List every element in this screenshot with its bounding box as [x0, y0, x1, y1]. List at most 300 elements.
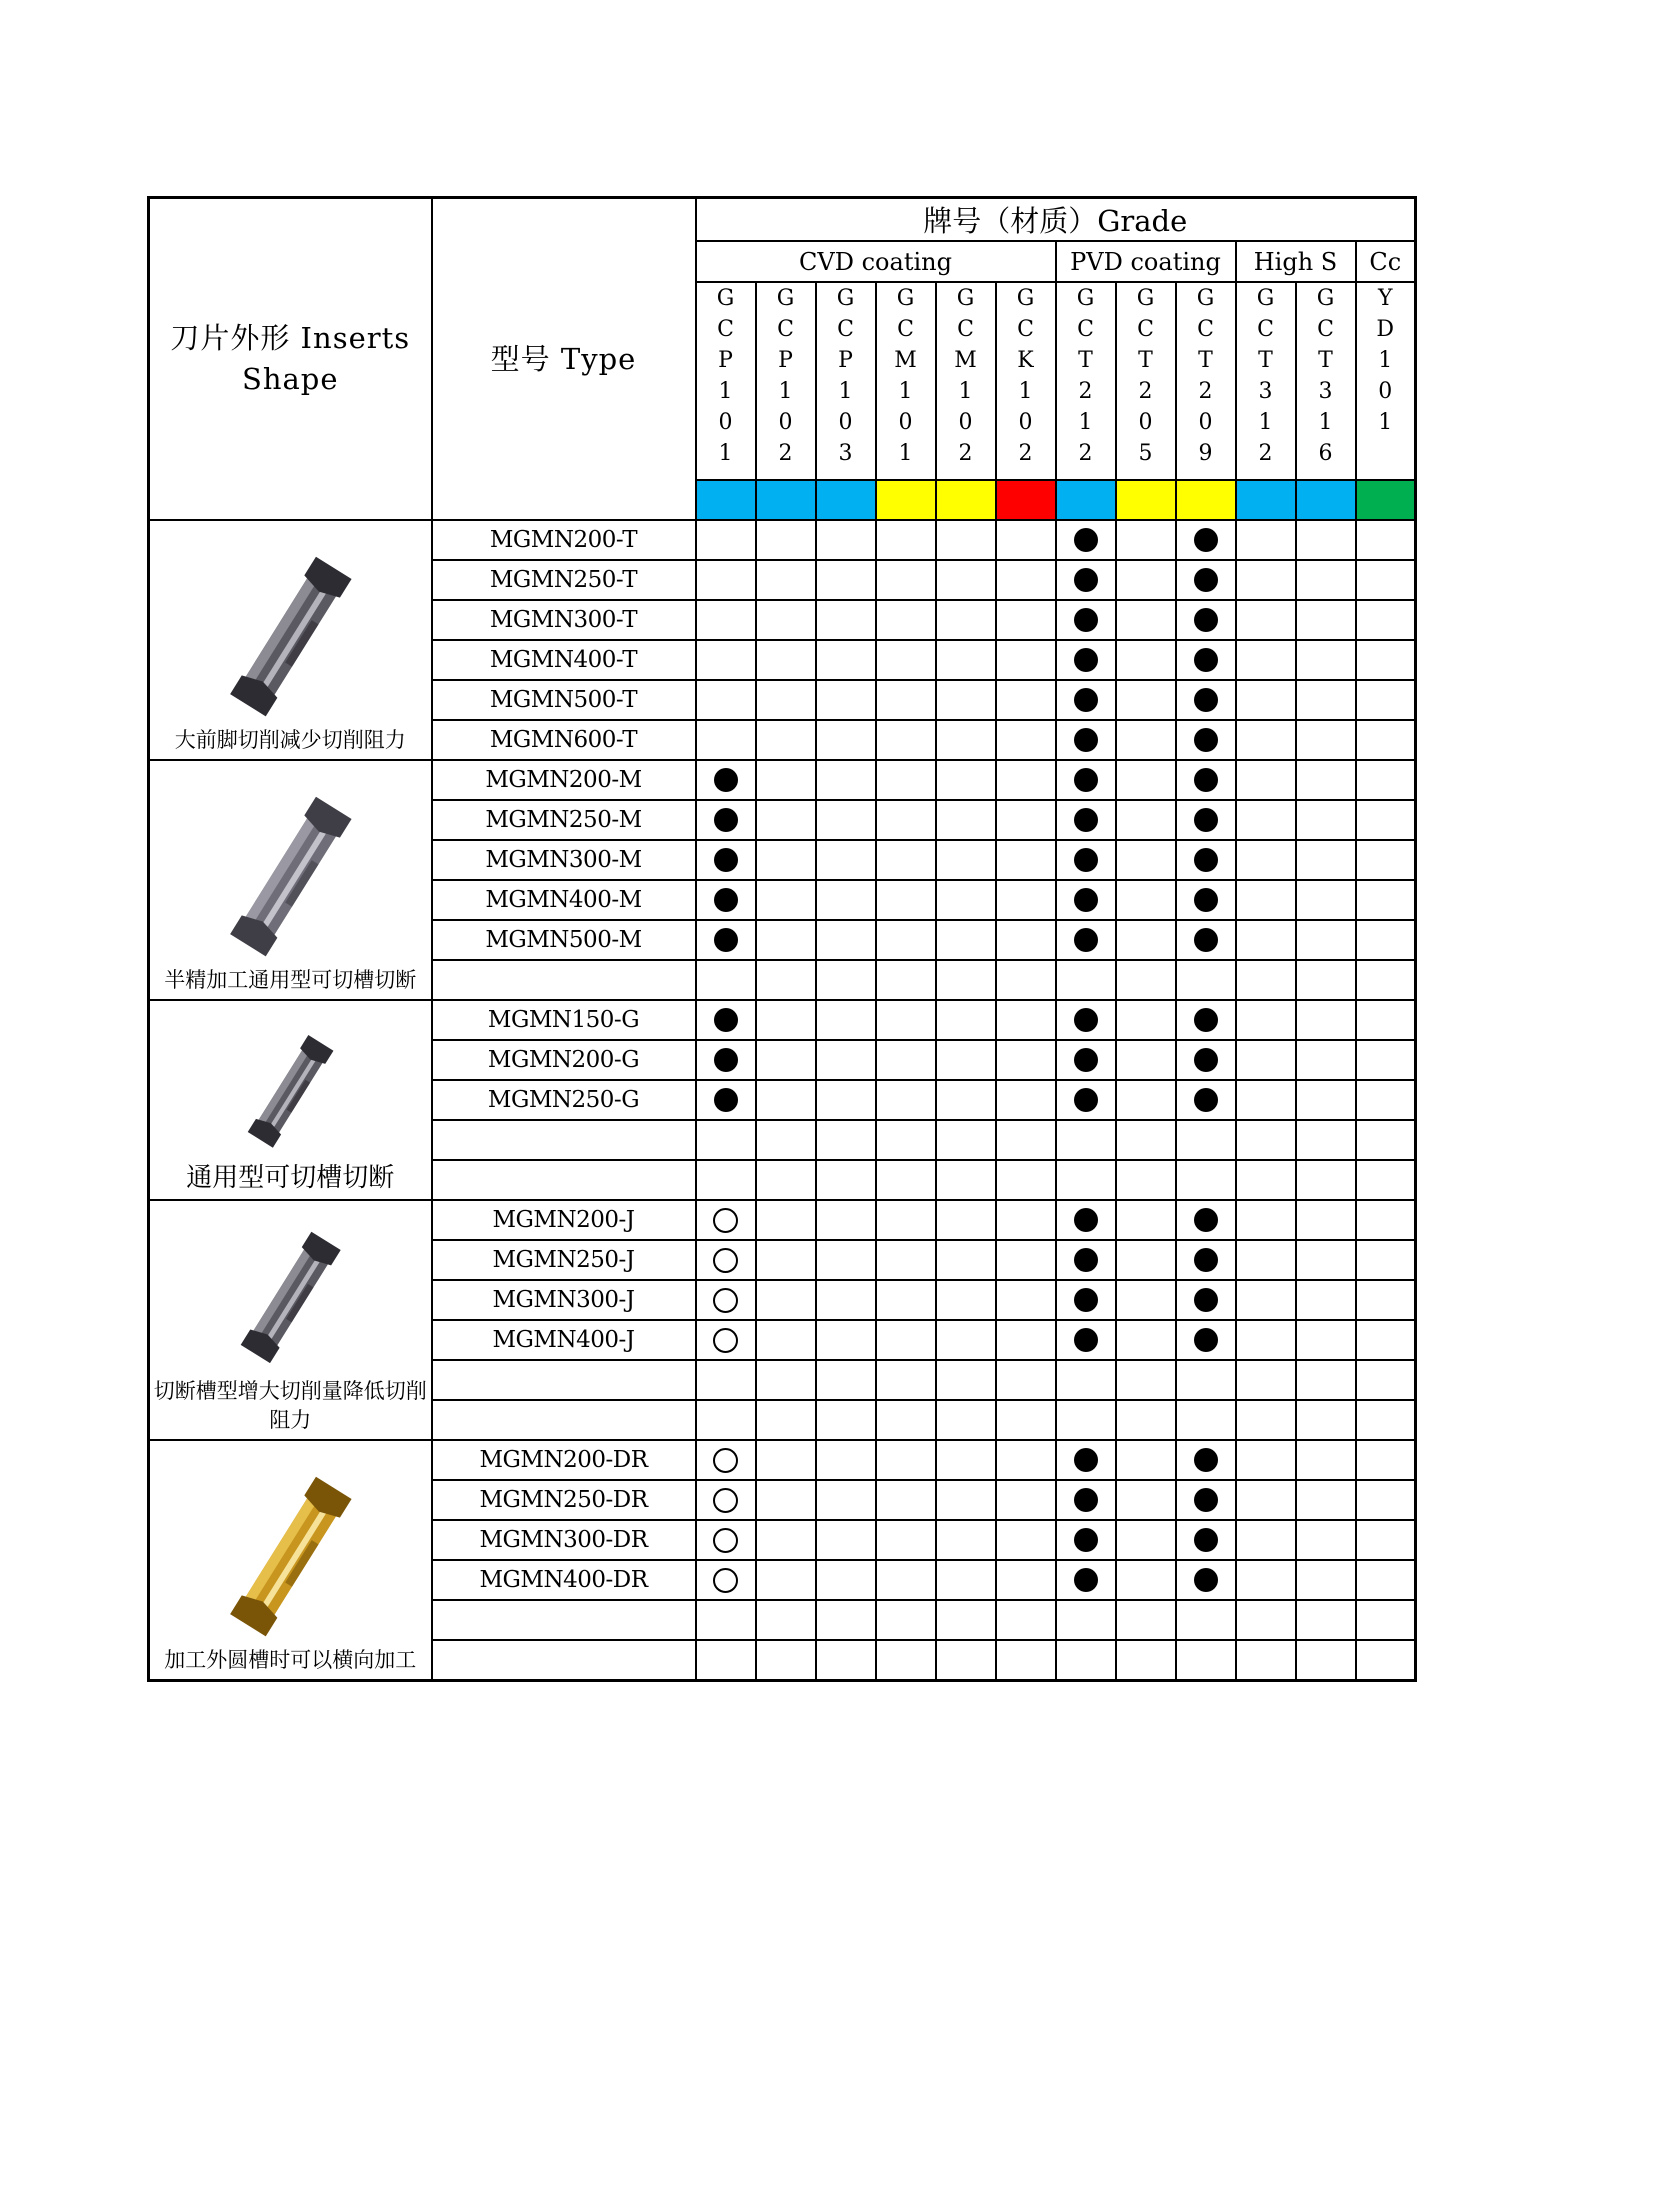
grade-availability-cell: [996, 1520, 1056, 1560]
filled-circle-icon: [1074, 768, 1098, 792]
type-row: [149, 520, 1416, 560]
grade-code-char: C: [1077, 317, 1094, 342]
grade-availability-cell: [1296, 1280, 1356, 1320]
grade-availability-cell: [936, 560, 996, 600]
grade-availability-cell: [1176, 560, 1236, 600]
grade-availability-cell: [1176, 1280, 1236, 1320]
grade-availability-cell: [996, 1040, 1056, 1080]
grade-color-swatch: [1116, 480, 1176, 520]
grade-availability-cell: [996, 1440, 1056, 1480]
grade-availability-cell: [696, 1120, 756, 1160]
type-code-cell: MGMN200-G: [432, 1040, 696, 1080]
grade-color-swatch: [1296, 480, 1356, 520]
grade-availability-cell: [1176, 840, 1236, 880]
grade-availability-cell: [1356, 880, 1416, 920]
grade-availability-cell: [756, 960, 816, 1000]
grade-availability-cell: [996, 720, 1056, 760]
grade-availability-cell: [996, 600, 1056, 640]
grade-availability-cell: [816, 1240, 876, 1280]
grade-availability-cell: [1356, 720, 1416, 760]
type-code-cell: MGMN500-T: [432, 680, 696, 720]
insert-shape-wrap: [150, 786, 431, 999]
grade-code-char: G: [956, 286, 975, 311]
filled-circle-icon: [1074, 1568, 1098, 1592]
grade-code-char: 2: [1258, 441, 1273, 466]
grade-availability-cell: [876, 640, 936, 680]
grade-availability-cell: [816, 1480, 876, 1520]
grade-availability-cell: [936, 920, 996, 960]
grade-availability-cell: [1356, 640, 1416, 680]
grade-availability-cell: [816, 800, 876, 840]
filled-circle-icon: [1194, 1488, 1218, 1512]
grade-availability-cell: [936, 1280, 996, 1320]
grade-availability-cell: [696, 1400, 756, 1440]
grade-code-char: C: [897, 317, 914, 342]
grade-availability-cell: [876, 520, 936, 560]
filled-circle-icon: [1194, 928, 1218, 952]
grade-availability-cell: [696, 520, 756, 560]
grade-availability-cell: [1116, 1600, 1176, 1640]
grade-code: [1116, 282, 1176, 480]
type-code-cell: MGMN500-M: [432, 920, 696, 960]
grade-availability-cell: [936, 1160, 996, 1200]
grade-availability-cell: [1356, 1600, 1416, 1640]
grade-availability-cell: [1296, 1480, 1356, 1520]
grade-availability-cell: [1056, 1640, 1116, 1681]
grade-availability-cell: [876, 1360, 936, 1400]
grade-availability-cell: [1176, 1560, 1236, 1600]
grade-availability-cell: [1356, 1000, 1416, 1040]
grade-availability-cell: [1176, 1120, 1236, 1160]
grade-availability-cell: [1296, 560, 1356, 600]
grade-availability-cell: [816, 1560, 876, 1600]
grade-code-char: P: [718, 348, 733, 373]
grade-color-swatch: [1056, 480, 1116, 520]
grade-code-char: 1: [898, 379, 913, 404]
grooving-insert-slim-icon: [150, 1021, 431, 1161]
grade-code-char: M: [954, 348, 977, 373]
insert-shape-wrap: [150, 546, 431, 759]
type-code-cell: MGMN250-J: [432, 1240, 696, 1280]
grade-availability-cell: [996, 1080, 1056, 1120]
grade-availability-cell: [1356, 600, 1416, 640]
grade-code-char: 0: [958, 410, 973, 435]
filled-circle-icon: [714, 808, 738, 832]
grade-availability-cell: [996, 560, 1056, 600]
coating-group-header: PVD coating: [1056, 241, 1236, 282]
grade-availability-cell: [1356, 1080, 1416, 1120]
type-row: [149, 1000, 1416, 1040]
grade-code-char: 1: [1318, 410, 1333, 435]
grade-availability-cell: [816, 1160, 876, 1200]
grade-availability-cell: [1056, 1280, 1116, 1320]
grade-availability-cell: [1056, 1560, 1116, 1600]
grade-availability-cell: [1356, 1280, 1416, 1320]
insert-shape-wrap: [150, 1217, 431, 1439]
grade-code-char: 1: [1378, 348, 1393, 373]
filled-circle-icon: [1194, 1288, 1218, 1312]
filled-circle-icon: [1074, 888, 1098, 912]
type-code-cell: MGMN400-M: [432, 880, 696, 920]
type-code-cell: MGMN200-DR: [432, 1440, 696, 1480]
grade-availability-cell: [1236, 1400, 1296, 1440]
grade-availability-cell: [1236, 1360, 1296, 1400]
type-code-cell: MGMN250-DR: [432, 1480, 696, 1520]
grade-availability-cell: [876, 1080, 936, 1120]
grade-availability-cell: [756, 880, 816, 920]
hollow-circle-icon: [713, 1568, 738, 1593]
filled-circle-icon: [714, 928, 738, 952]
grade-availability-cell: [1296, 1160, 1356, 1200]
grade-availability-cell: [1056, 1360, 1116, 1400]
grade-availability-cell: [1356, 920, 1416, 960]
grade-availability-cell: [876, 1560, 936, 1600]
grade-availability-cell: [996, 1320, 1056, 1360]
grade-code-char: P: [778, 348, 793, 373]
grade-code-char: C: [1197, 317, 1214, 342]
grade-code-char: 0: [778, 410, 793, 435]
grade-availability-cell: [756, 1440, 816, 1480]
type-code-cell: MGMN400-DR: [432, 1560, 696, 1600]
grade-availability-cell: [876, 880, 936, 920]
grade-availability-cell: [756, 1080, 816, 1120]
grade-availability-cell: [1296, 880, 1356, 920]
filled-circle-icon: [1194, 1568, 1218, 1592]
grade-availability-cell: [1356, 1240, 1416, 1280]
grade-availability-cell: [1176, 640, 1236, 680]
cutoff-insert-icon: [150, 1217, 431, 1377]
grade-availability-cell: [1176, 720, 1236, 760]
grade-availability-cell: [876, 560, 936, 600]
grade-availability-cell: [1296, 640, 1356, 680]
grade-availability-cell: [816, 840, 876, 880]
grade-availability-cell: [996, 1480, 1056, 1520]
filled-circle-icon: [1074, 928, 1098, 952]
grade-code-char: 2: [1078, 379, 1093, 404]
grade-availability-cell: [1176, 680, 1236, 720]
grade-availability-cell: [936, 1400, 996, 1440]
grade-availability-cell: [816, 1120, 876, 1160]
grade-availability-cell: [1296, 1520, 1356, 1560]
grade-availability-cell: [696, 880, 756, 920]
filled-circle-icon: [1194, 608, 1218, 632]
grade-header: 牌号（材质）Grade: [696, 198, 1416, 242]
grade-availability-cell: [756, 1360, 816, 1400]
grade-availability-cell: [936, 1520, 996, 1560]
filled-circle-icon: [1194, 1448, 1218, 1472]
grade-code-char: 2: [1018, 441, 1033, 466]
grade-color-swatch: [996, 480, 1056, 520]
filled-circle-icon: [1074, 1488, 1098, 1512]
type-code-cell: MGMN300-T: [432, 600, 696, 640]
grooving-insert-grey-icon: [150, 786, 431, 966]
insert-shape-cell: [149, 1000, 432, 1200]
grade-availability-cell: [996, 1400, 1056, 1440]
grade-availability-cell: [876, 960, 936, 1000]
grade-availability-cell: [1056, 1400, 1116, 1440]
grade-code-char: T: [1318, 348, 1333, 373]
grade-availability-cell: [756, 1280, 816, 1320]
grade-code-char: 0: [718, 410, 733, 435]
grade-code-char: 1: [1378, 410, 1393, 435]
grade-availability-cell: [1176, 1400, 1236, 1440]
grade-code-char: C: [837, 317, 854, 342]
grade-availability-cell: [756, 1040, 816, 1080]
grade-availability-cell: [1116, 800, 1176, 840]
filled-circle-icon: [1194, 648, 1218, 672]
grade-availability-cell: [996, 1560, 1056, 1600]
grade-availability-cell: [1116, 1280, 1176, 1320]
grade-availability-cell: [696, 1240, 756, 1280]
grade-availability-cell: [876, 800, 936, 840]
grade-availability-cell: [1056, 960, 1116, 1000]
filled-circle-icon: [1194, 808, 1218, 832]
grade-availability-cell: [1116, 840, 1176, 880]
grade-availability-cell: [1356, 1120, 1416, 1160]
type-code-cell: MGMN400-T: [432, 640, 696, 680]
grade-code-char: P: [838, 348, 853, 373]
grade-availability-cell: [1056, 800, 1116, 840]
grade-table: [147, 196, 1417, 1682]
grade-availability-cell: [756, 1400, 816, 1440]
grade-availability-cell: [1116, 1040, 1176, 1080]
type-code-cell: [432, 1600, 696, 1640]
grade-availability-cell: [876, 760, 936, 800]
grade-availability-cell: [1296, 1360, 1356, 1400]
insert-shape-wrap: [150, 1466, 431, 1679]
grade-code-char: G: [1076, 286, 1095, 311]
grade-availability-cell: [1056, 1320, 1116, 1360]
grade-availability-cell: [1296, 680, 1356, 720]
grade-availability-cell: [1296, 1000, 1356, 1040]
filled-circle-icon: [1194, 528, 1218, 552]
grade-availability-cell: [1236, 520, 1296, 560]
filled-circle-icon: [1074, 608, 1098, 632]
grade-code-char: 1: [718, 441, 733, 466]
filled-circle-icon: [1074, 568, 1098, 592]
insert-shape-cell: [149, 520, 432, 760]
insert-caption: 大前脚切削减少切削阻力: [174, 728, 406, 752]
grade-availability-cell: [936, 1120, 996, 1160]
type-code-cell: MGMN400-J: [432, 1320, 696, 1360]
grade-availability-cell: [936, 960, 996, 1000]
grade-availability-cell: [1116, 640, 1176, 680]
grade-availability-cell: [696, 680, 756, 720]
grade-availability-cell: [816, 560, 876, 600]
grade-availability-cell: [1356, 1200, 1416, 1240]
grade-code-char: C: [1017, 317, 1034, 342]
grade-code-char: 1: [778, 379, 793, 404]
grade-availability-cell: [1056, 1000, 1116, 1040]
type-code-cell: [432, 1400, 696, 1440]
grade-color-swatch: [696, 480, 756, 520]
filled-circle-icon: [1074, 1448, 1098, 1472]
grade-availability-cell: [696, 760, 756, 800]
grade-code-char: 2: [778, 441, 793, 466]
grade-availability-cell: [1356, 1160, 1416, 1200]
grade-availability-cell: [1176, 1200, 1236, 1240]
filled-circle-icon: [1074, 528, 1098, 552]
grade-code-char: T: [1198, 348, 1213, 373]
grade-code: [1296, 282, 1356, 480]
grade-availability-cell: [1356, 1400, 1416, 1440]
grade-code-char: 2: [1198, 379, 1213, 404]
grade-availability-cell: [876, 1000, 936, 1040]
grade-availability-cell: [756, 1560, 816, 1600]
filled-circle-icon: [1194, 768, 1218, 792]
grade-availability-cell: [816, 1280, 876, 1320]
grade-availability-cell: [1356, 1480, 1416, 1520]
grade-availability-cell: [1176, 1440, 1236, 1480]
grade-code-char: C: [1137, 317, 1154, 342]
grade-code-char: 1: [718, 379, 733, 404]
grade-color-swatch: [816, 480, 876, 520]
grade-availability-cell: [996, 960, 1056, 1000]
grade-availability-cell: [876, 680, 936, 720]
grade-availability-cell: [996, 760, 1056, 800]
grade-code: [696, 282, 756, 480]
grade-availability-cell: [816, 1400, 876, 1440]
grade-availability-cell: [1296, 520, 1356, 560]
filled-circle-icon: [1194, 1088, 1218, 1112]
filled-circle-icon: [714, 888, 738, 912]
coating-group-header: High S: [1236, 241, 1356, 282]
grade-availability-cell: [696, 1040, 756, 1080]
grade-availability-cell: [1176, 920, 1236, 960]
grade-availability-cell: [816, 760, 876, 800]
grade-availability-cell: [1356, 1560, 1416, 1600]
grade-availability-cell: [816, 680, 876, 720]
grade-availability-cell: [816, 1640, 876, 1681]
filled-circle-icon: [1074, 1328, 1098, 1352]
grade-availability-cell: [876, 1240, 936, 1280]
grade-code-char: G: [836, 286, 855, 311]
grade-availability-cell: [756, 1480, 816, 1520]
grade-availability-cell: [696, 1280, 756, 1320]
grade-availability-cell: [756, 760, 816, 800]
insert-shape-cell: [149, 760, 432, 1000]
grade-code-char: C: [777, 317, 794, 342]
insert-caption: 加工外圆槽时可以横向加工: [164, 1648, 417, 1672]
grade-code-char: C: [1317, 317, 1334, 342]
grade-availability-cell: [1116, 1360, 1176, 1400]
grade-availability-cell: [1296, 960, 1356, 1000]
grade-availability-cell: [1296, 1120, 1356, 1160]
type-code-cell: [432, 1360, 696, 1400]
grade-color-swatch: [1176, 480, 1236, 520]
type-header: 型号 Type: [432, 198, 696, 521]
grade-availability-cell: [1056, 1160, 1116, 1200]
filled-circle-icon: [1194, 688, 1218, 712]
grade-availability-cell: [996, 800, 1056, 840]
grade-availability-cell: [756, 640, 816, 680]
grade-color-swatch: [1356, 480, 1416, 520]
coating-group-header: CVD coating: [696, 241, 1056, 282]
grade-availability-cell: [1296, 1240, 1356, 1280]
insert-shape-cell: [149, 1440, 432, 1681]
grade-availability-cell: [1116, 1080, 1176, 1120]
filled-circle-icon: [1194, 1048, 1218, 1072]
grade-code-char: 1: [1018, 379, 1033, 404]
grade-availability-cell: [756, 520, 816, 560]
type-code-cell: [432, 1160, 696, 1200]
filled-circle-icon: [1194, 848, 1218, 872]
type-code-cell: MGMN300-J: [432, 1280, 696, 1320]
grade-availability-cell: [1236, 880, 1296, 920]
grade-availability-cell: [1056, 1240, 1116, 1280]
grade-availability-cell: [1296, 1320, 1356, 1360]
grade-availability-cell: [1356, 1640, 1416, 1681]
hollow-circle-icon: [713, 1288, 738, 1313]
filled-circle-icon: [1074, 1248, 1098, 1272]
grade-color-swatch: [756, 480, 816, 520]
grooving-insert-dark-icon: [150, 546, 431, 726]
grade-code-char: 2: [1078, 441, 1093, 466]
grade-availability-cell: [996, 880, 1056, 920]
grade-code: [756, 282, 816, 480]
grade-availability-cell: [1056, 680, 1116, 720]
grade-code-char: 0: [838, 410, 853, 435]
grade-availability-cell: [1356, 520, 1416, 560]
grade-availability-cell: [756, 920, 816, 960]
grade-availability-cell: [936, 720, 996, 760]
grade-availability-cell: [1236, 1640, 1296, 1681]
grade-availability-cell: [1236, 640, 1296, 680]
grade-availability-cell: [1356, 680, 1416, 720]
filled-circle-icon: [714, 1048, 738, 1072]
grade-availability-cell: [1056, 840, 1116, 880]
grade-availability-cell: [876, 920, 936, 960]
grade-code-char: G: [1196, 286, 1215, 311]
grade-availability-cell: [876, 1160, 936, 1200]
grade-availability-cell: [1236, 1320, 1296, 1360]
grade-availability-cell: [816, 1600, 876, 1640]
filled-circle-icon: [714, 1008, 738, 1032]
grade-availability-cell: [756, 1520, 816, 1560]
grade-availability-cell: [1116, 1320, 1176, 1360]
grade-availability-cell: [756, 600, 816, 640]
grade-availability-cell: [996, 640, 1056, 680]
grade-availability-cell: [816, 720, 876, 760]
grade-code-char: 3: [1258, 379, 1273, 404]
grade-availability-cell: [1176, 1600, 1236, 1640]
grade-availability-cell: [1116, 560, 1176, 600]
grade-code-char: 3: [1318, 379, 1333, 404]
grade-availability-cell: [1236, 800, 1296, 840]
filled-circle-icon: [1194, 1528, 1218, 1552]
grade-availability-cell: [696, 920, 756, 960]
filled-circle-icon: [1194, 1328, 1218, 1352]
grade-availability-cell: [1116, 1480, 1176, 1520]
grade-availability-cell: [1176, 1080, 1236, 1120]
grade-availability-cell: [756, 800, 816, 840]
grade-availability-cell: [1116, 920, 1176, 960]
grade-availability-cell: [1236, 680, 1296, 720]
filled-circle-icon: [1194, 1008, 1218, 1032]
hollow-circle-icon: [713, 1248, 738, 1273]
grade-availability-cell: [816, 920, 876, 960]
grade-code: [1356, 282, 1416, 480]
grade-code-char: M: [894, 348, 917, 373]
grade-availability-cell: [696, 800, 756, 840]
grade-availability-cell: [1176, 760, 1236, 800]
type-code-cell: MGMN250-G: [432, 1080, 696, 1120]
grade-availability-cell: [816, 1520, 876, 1560]
grade-availability-cell: [1356, 760, 1416, 800]
grade-availability-cell: [816, 1320, 876, 1360]
grade-availability-cell: [1236, 720, 1296, 760]
type-code-cell: MGMN150-G: [432, 1000, 696, 1040]
